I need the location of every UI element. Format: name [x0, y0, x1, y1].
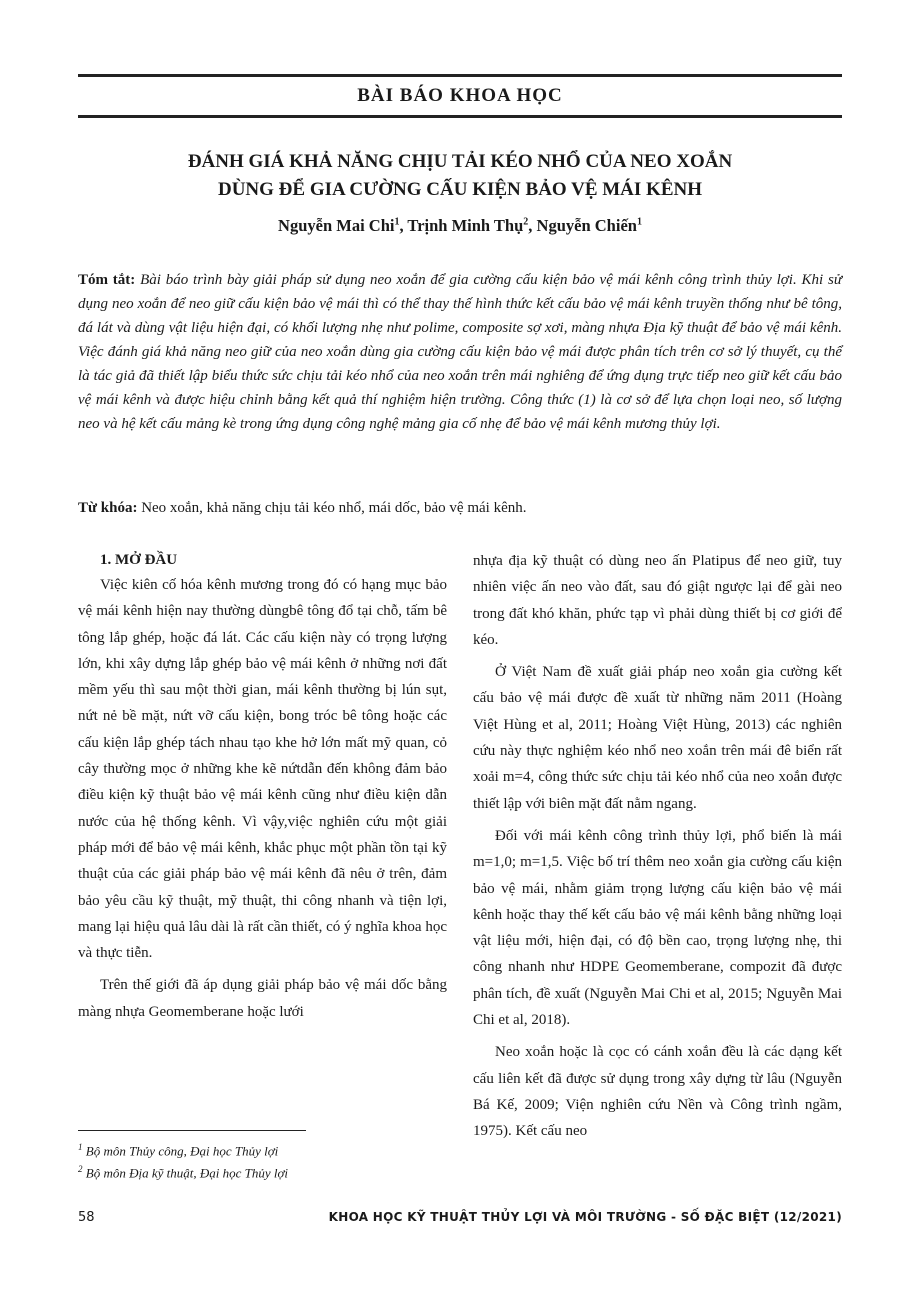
footnote-text: Bộ môn Địa kỹ thuật, Đại học Thủy lợi	[85, 1165, 289, 1181]
section-heading: 1. MỞ ĐẦU	[100, 552, 178, 568]
author-affiliation-mark: 1	[636, 216, 642, 228]
footnote	[78, 1138, 288, 1160]
footnotes	[78, 1138, 288, 1183]
abstract-text: Bài báo trình bày giải pháp sử dụng neo xoắn để gia cường cấu kiện bảo vệ mái kênh công trình thủy lợi. Khi sử dụng neo xoắn để neo giữ cấu kiện bảo vệ mái thì có thể thay thế hình thức kết cấu bảo vệ mái kênh truyền thống như bê tông, đá lát và dùng vật liệu hiện đại, có khối lượng nhẹ như polime, composite sợ xơi, màng nhựa Địa kỹ thuật để bảo vệ mái kênh. Việc đánh giá khả năng neo giữ của neo xoắn dùng gia cường cấu kiện bảo vệ mái được phân tích trên cơ sở lý thuyết, cụ thể là tác giả đã thiết lập biểu thức sức chịu tải kéo nhổ của neo xoắn trên mái nghiêng để ứng dụng trực tiếp neo giữ kết cấu bảo vệ mái kênh và được hiệu chỉnh bằng kết quả thí nghiệm hiện trường. Công thức (1) là cơ sở để lựa chọn loại neo, số lượng neo và hệ kết cấu mảng kè trong ứng dụng công nghệ mảng gia cố nhẹ để bảo vệ mái kênh mương thủy lợi.	[78, 272, 842, 432]
title-line-2: DÙNG ĐỂ GIA CƯỜNG CẤU KIỆN BẢO VỆ MÁI KÊNH	[217, 179, 702, 200]
footnote-text: Bộ môn Thủy công, Đại học Thủy lợi	[85, 1143, 279, 1159]
paragraph: Đối với mái kênh công trình thủy lợi, phổ biến là mái m=1,0; m=1,5. Việc bố trí thêm neo xoắn gia cường cấu kiện bảo vệ mái, nhằm giảm trọng lượng cấu kiện bảo vệ mái kênh hoặc thay thế kết cấu bảo vệ mái kênh bằng những loại vật liệu mới, hiện đại, có độ bền cao, trọng lượng nhẹ, thi công nhanh như HDPE Geomemberane, compozit đã được phân tích, đề xuất (Nguyễn Mai Chi et al, 2015; Nguyễn Mai Chi et al, 2018).	[473, 827, 842, 1029]
paragraph: Neo xoắn hoặc là cọc có cánh xoắn đều là các dạng kết cấu liên kết đã được sử dụng trong xây dựng từ lâu (Nguyễn Bá Kế, 2009; Viện nghiên cứu Nền và Công trình ngầm, 1975). Kết cấu neo	[473, 1044, 842, 1140]
author-affiliation-mark: 1	[394, 216, 400, 228]
keywords	[78, 496, 842, 520]
paragraph: nhựa địa kỹ thuật có dùng neo ấn Platipus để neo giữ, tuy nhiên việc ấn neo vào đất, sau đó giật ngược lại để gài neo trong đất khó khăn, phức tạp vì phải dùng thiết bị cơ giới để kéo.	[473, 553, 842, 648]
footnote	[78, 1160, 288, 1182]
abstract	[78, 268, 842, 436]
keywords-label: Từ khóa:	[78, 500, 138, 516]
footnote-mark: 2	[78, 1164, 83, 1175]
section-label: BÀI BÁO KHOA HỌC	[357, 85, 563, 106]
section-header	[78, 74, 842, 118]
paragraph: Ở Việt Nam đề xuất giải pháp neo xoắn gia cường kết cấu bảo vệ mái được đề xuất từ những năm 2011 (Hoàng Việt Hùng et al, 2011; Hoàng Việt Hùng, 2013) các nghiên cứu này thực nghiệm kéo nhổ neo xoắn trên mái đê biển rất xoải m=4, công thức sức chịu tải kéo nhổ của neo xoắn được thiết lập với biên mặt đất nằm ngang.	[473, 664, 842, 812]
footnote-mark: 1	[78, 1142, 83, 1152]
author-affiliation-mark: 2	[523, 216, 529, 228]
paragraph: Trên thế giới đã áp dụng giải pháp bảo vệ mái dốc bằng màng nhựa Geomemberane hoặc lưới	[78, 977, 447, 1020]
body-column-right	[473, 548, 842, 1151]
footnote-divider	[78, 1130, 306, 1131]
article-title	[78, 148, 842, 204]
keywords-text: Neo xoắn, khả năng chịu tải kéo nhổ, mái dốc, bảo vệ mái kênh.	[141, 500, 527, 516]
title-line-1: ĐÁNH GIÁ KHẢ NĂNG CHỊU TẢI KÉO NHỔ CỦA NEO XOẮN	[187, 151, 733, 172]
page-number: 58	[78, 1210, 95, 1225]
paragraph: Việc kiên cố hóa kênh mương trong đó có hạng mục bảo vệ mái kênh hiện nay thường dùngbê tông đổ tại chỗ, tấm bê tông lắp ghép, hoặc đá lát. Các cấu kiện này có trọng lượng lớn, khi xây dựng lắp ghép bảo vệ mái kênh ở những nơi đất mềm yếu thì sau một thời gian, mái kênh thường bị lún sụt, nứt nẻ bề mặt, nứt vỡ cấu kiện, bong tróc bê tông hoặc các cấu kiện lắp ghép tách nhau tạo khe hở lớn mất mỹ quan, cỏ cây thường mọc ở những khe kẽ nứtdẫn đến không đảm bảo điều kiện kỹ thuật bảo vệ mái kênh cũng như điều kiện dẫn nước của hệ thống kênh. Vì vậy,việc nghiên cứu một giải pháp mới để bảo vệ mái kênh, khắc phục một phần tồn tại kỹ thuật của các giải pháp bảo vệ mái kênh đã nêu ở trên, đảm bảo yêu cầu kỹ thuật, mỹ thuật, thi công nhanh và tiện lợi, mang lại hiệu quả lâu dài là rất cần thiết, có ý nghĩa khoa học và thực tiễn.	[78, 577, 447, 962]
abstract-label: Tóm tắt:	[78, 272, 136, 288]
author-list: Nguyễn Mai Chi$^1$, Trịnh Minh Thụ$^2$, Nguyễn Chiến$^1$	[278, 216, 642, 235]
author-name: Trịnh Minh Thụ	[407, 216, 524, 235]
journal-footer: KHOA HỌC KỸ THUẬT THỦY LỢI VÀ MÔI TRƯỜNG - SỐ ĐẶC BIỆT (12/2021)	[328, 1210, 842, 1224]
body-column-left	[78, 548, 447, 1031]
author-name: Nguyễn Mai Chi	[278, 216, 395, 235]
author-name: Nguyễn Chiến	[536, 216, 637, 235]
